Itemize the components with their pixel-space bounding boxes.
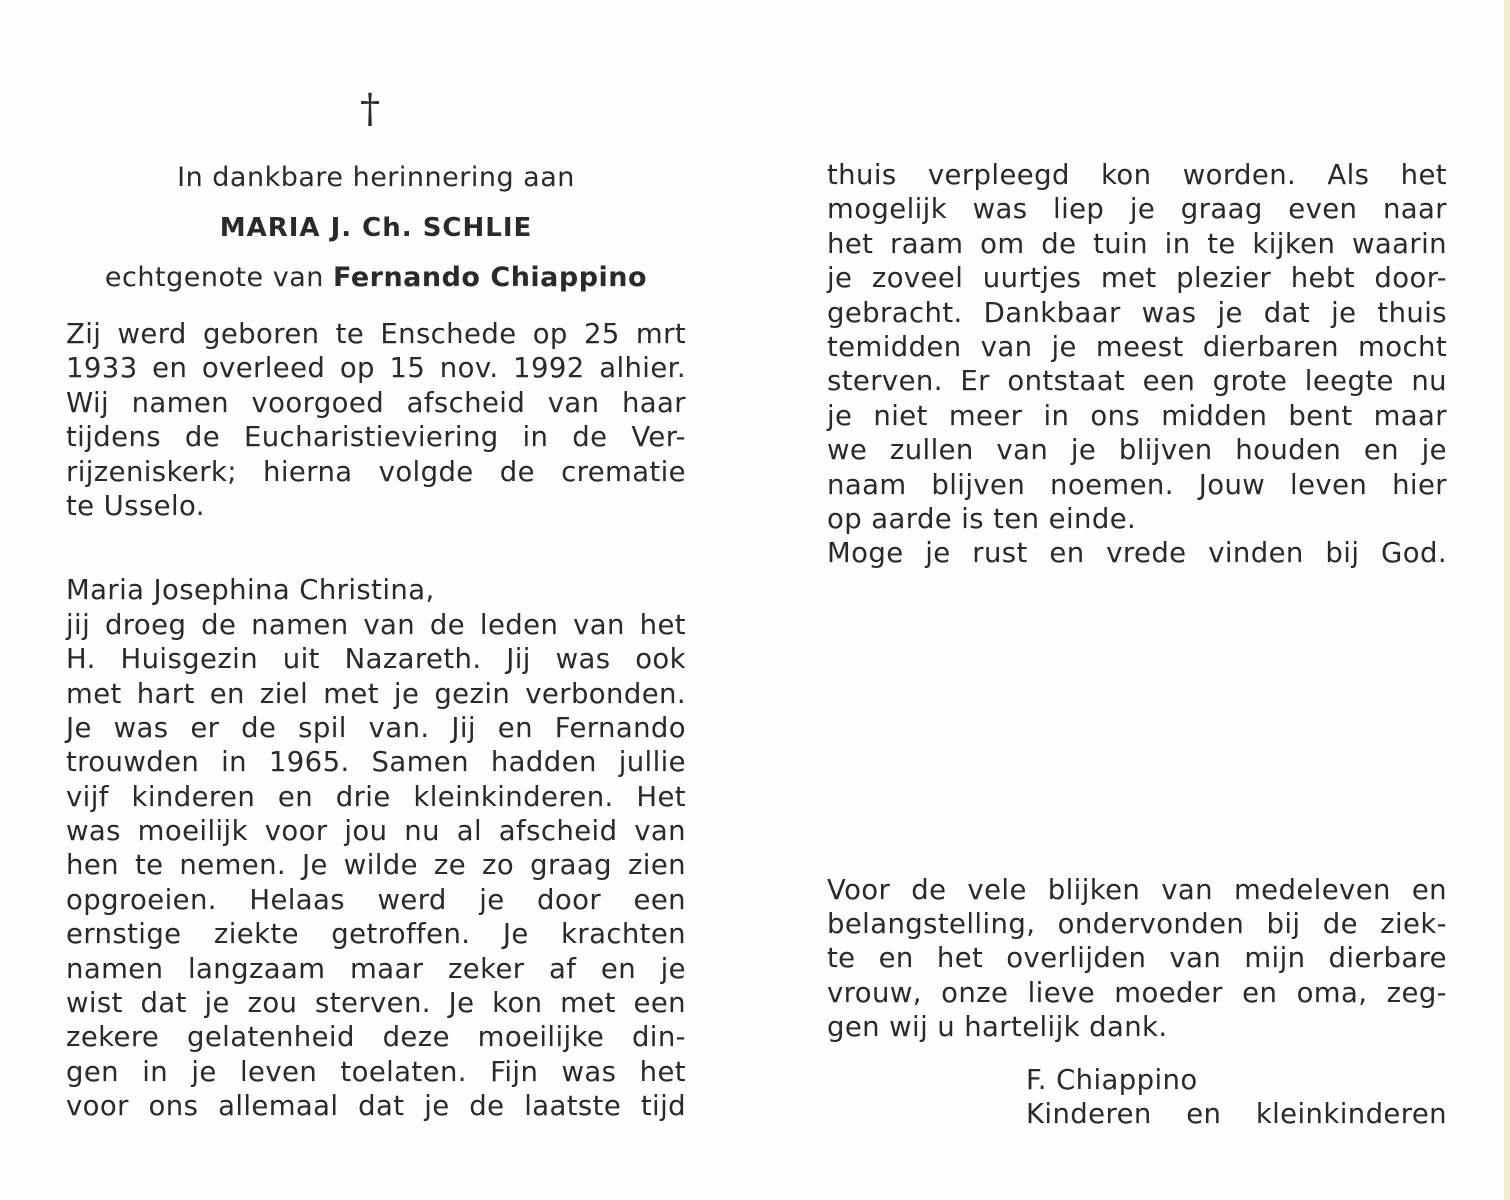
tribute-line: vijf kinderen en drie kleinkinderen. Het: [66, 780, 686, 813]
tribute-line: wist dat je zou sterven. Je kon met een: [66, 987, 686, 1020]
tribute-line: op aarde is ten einde.: [827, 502, 1137, 535]
biography-line: Wij namen voorgoed afscheid van haar: [66, 386, 686, 419]
tribute-line: Je was er de spil van. Jij en Fernando: [66, 711, 686, 744]
biography-paragraph: [66, 317, 686, 523]
tribute-line: voor ons allemaal dat je de laatste tijd: [66, 1090, 686, 1123]
tribute-line: H. Huisgezin uit Nazareth. Jij was ook: [66, 643, 686, 676]
thanks-line: te en het overlijden van mijn dierbare: [827, 942, 1447, 975]
right-column: [827, 158, 1447, 1131]
tribute-line: thuis verpleegd kon worden. Als het: [827, 159, 1447, 191]
tribute-line: opgroeien. Helaas werd je door een: [66, 883, 686, 916]
thanks-paragraph: [827, 873, 1447, 1045]
tribute-line: mogelijk was liep je graag even naar: [827, 193, 1447, 226]
tribute-line: het raam om de tuin in te kijken waarin: [827, 227, 1447, 260]
thanks-line: Voor de vele blijken van medeleven en: [827, 873, 1447, 906]
tribute-line: ernstige ziekte getroffen. Je krachten: [66, 918, 686, 951]
signature-name: F. Chiappino: [1026, 1063, 1198, 1096]
tribute-line: je zoveel uurtjes met plezier hebt door-: [827, 262, 1447, 295]
tribute-line: trouwden in 1965. Samen hadden jullie: [66, 746, 686, 779]
card-edge-strip: [1504, 0, 1510, 1200]
biography-line: tijdens de Eucharistieviering in de Ver-: [66, 421, 686, 454]
signature-family: Kinderen en kleinkinderen: [1026, 1098, 1447, 1131]
biography-line: te Usselo.: [66, 489, 205, 522]
spouse-line: [66, 261, 686, 295]
spouse-name: Fernando Chiappino: [332, 262, 648, 293]
tribute-line: namen langzaam maar zeker af en je: [66, 952, 686, 985]
biography-line: rijzeniskerk; hierna volgde de crematie: [66, 455, 686, 488]
biography-line: Zij werd geboren te Enschede op 25 mrt: [66, 318, 686, 350]
thanks-line: vrouw, onze lieve moeder en oma, zeg-: [827, 976, 1447, 1009]
tribute-line: temidden van je meest dierbaren mocht: [827, 330, 1447, 363]
memorial-intro: In dankbare herinnering aan: [177, 162, 575, 193]
signature-block: [1026, 1063, 1447, 1132]
tribute-paragraph: [66, 573, 686, 1123]
tribute-line: jij droeg de namen van de leden van het: [66, 608, 686, 641]
tribute-continued-paragraph: [827, 158, 1447, 571]
tribute-line: was moeilijk voor jou nu al afscheid van: [66, 815, 686, 848]
tribute-line: gen in je leven toelaten. Fijn was het: [66, 1055, 686, 1088]
closing-blessing: Moge je rust en vrede vinden bij God.: [827, 537, 1447, 570]
deceased-name: MARIA J. Ch. SCHLIE: [219, 213, 533, 243]
tribute-line: hen te nemen. Je wilde ze zo graag zien: [66, 849, 686, 882]
tribute-line: zekere gelatenheid deze moeilijke din-: [66, 1021, 686, 1054]
tribute-line: naam blijven noemen. Jouw leven hier: [827, 468, 1447, 501]
biography-line: 1933 en overleed op 15 nov. 1992 alhier.: [66, 352, 686, 385]
cross-symbol: †: [360, 86, 380, 132]
left-column: [66, 85, 686, 1124]
thanks-line: belangstelling, ondervonden bij de ziek-: [827, 908, 1447, 941]
thanks-line: gen wij u hartelijk dank.: [827, 1011, 1168, 1044]
tribute-line: Maria Josephina Christina,: [66, 574, 435, 607]
tribute-line: gebracht. Dankbaar was je dat je thuis: [827, 296, 1447, 329]
spouse-prefix: echtgenote van: [104, 262, 324, 293]
tribute-line: je niet meer in ons midden bent maar: [827, 399, 1447, 432]
tribute-line: sterven. Er ontstaat een grote leegte nu: [827, 365, 1447, 398]
tribute-line: we zullen van je blijven houden en je: [827, 434, 1447, 467]
tribute-line: met hart en ziel met je gezin verbonden.: [66, 677, 686, 710]
